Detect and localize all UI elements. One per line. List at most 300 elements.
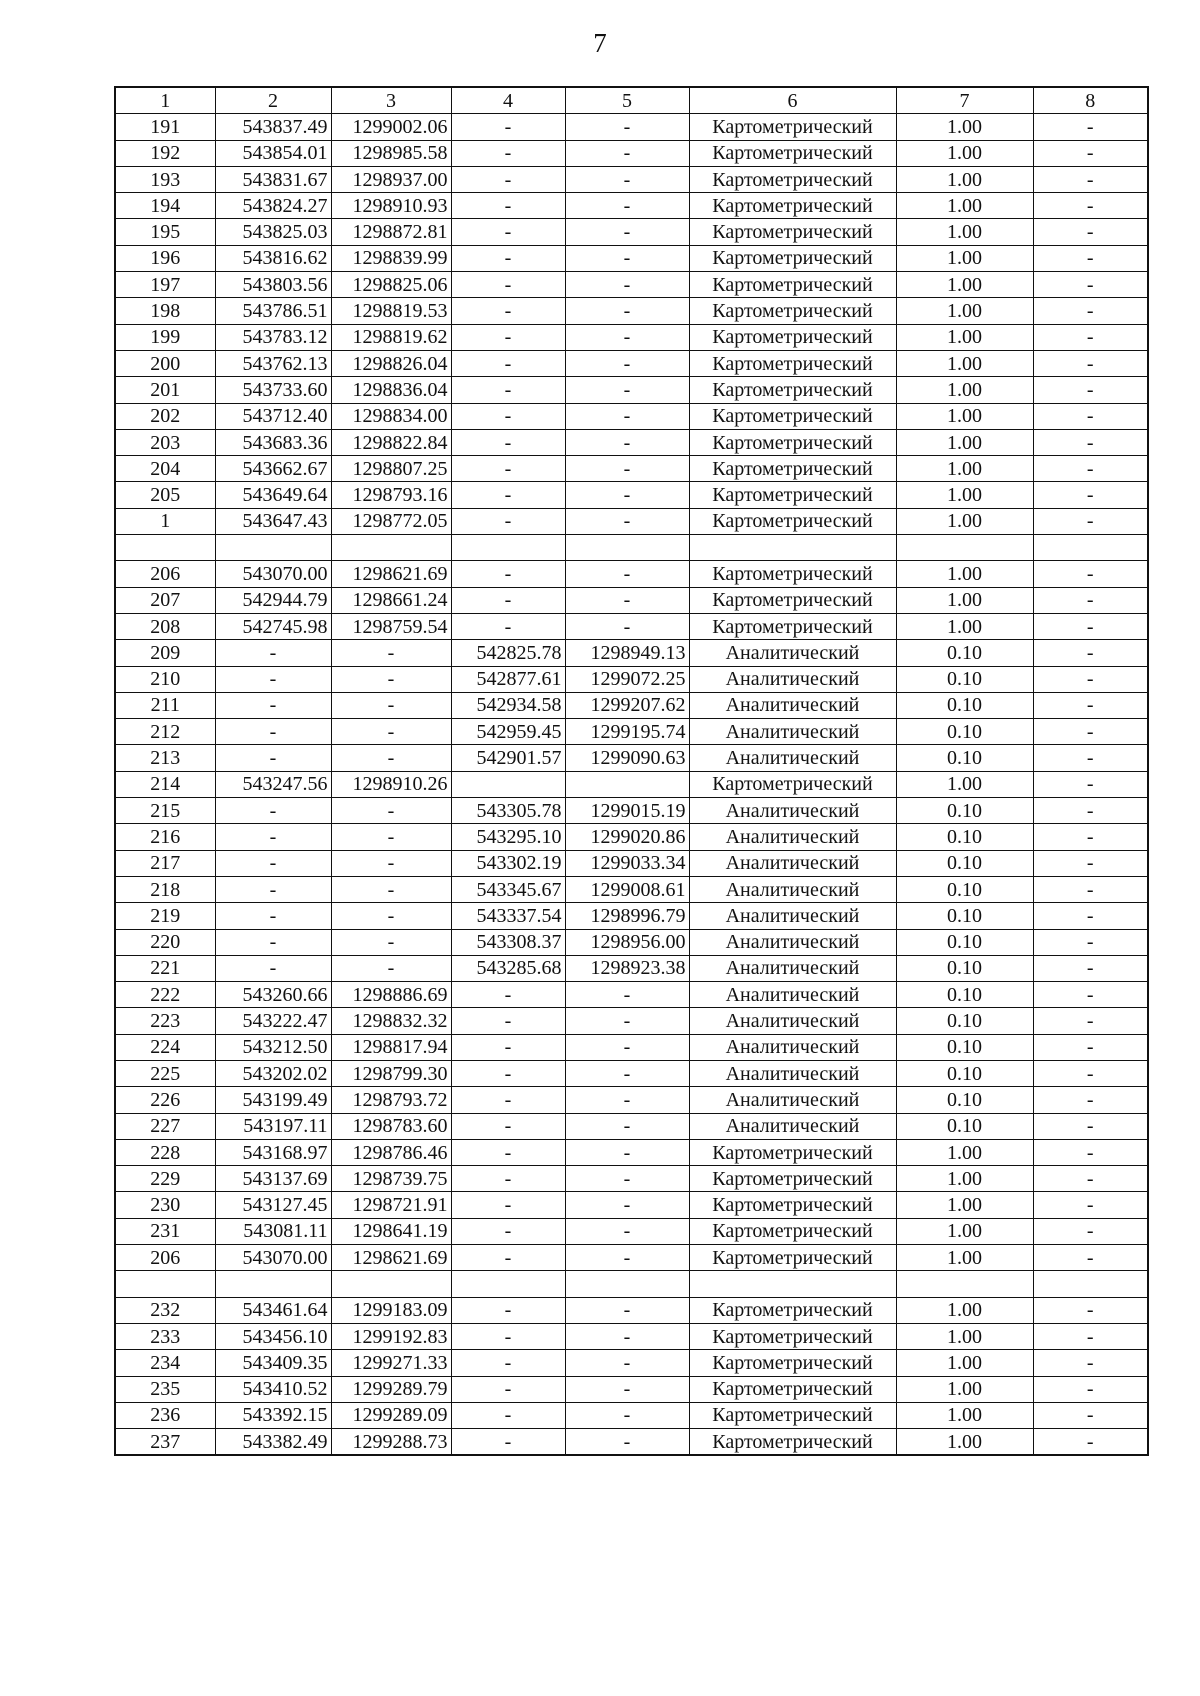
accuracy-cell: 1.00 — [896, 1402, 1033, 1428]
x-existing-cell: - — [215, 640, 331, 666]
method-cell: Аналитический — [689, 982, 896, 1008]
y-refined-cell: 1299008.61 — [565, 876, 689, 902]
description-cell: - — [1033, 1376, 1148, 1402]
y-existing-cell: 1299288.73 — [331, 1429, 451, 1456]
coordinates-table — [114, 86, 1149, 1456]
y-existing-cell: 1298937.00 — [331, 166, 451, 192]
x-refined-cell: - — [451, 324, 565, 350]
point-number-cell: 204 — [115, 456, 215, 482]
y-existing-cell: - — [331, 640, 451, 666]
description-cell: - — [1033, 876, 1148, 902]
x-existing-cell: 543222.47 — [215, 1008, 331, 1034]
method-cell: Картометрический — [689, 482, 896, 508]
y-existing-cell: 1298886.69 — [331, 982, 451, 1008]
y-refined-cell: - — [565, 298, 689, 324]
description-cell: - — [1033, 903, 1148, 929]
table-row — [115, 1323, 1148, 1349]
y-refined-cell: - — [565, 1113, 689, 1139]
point-number-cell: 205 — [115, 482, 215, 508]
point-number-cell: 194 — [115, 193, 215, 219]
point-number-cell: 195 — [115, 219, 215, 245]
table-row — [115, 456, 1148, 482]
x-refined-cell: 543308.37 — [451, 929, 565, 955]
column-header: 8 — [1033, 87, 1148, 114]
description-cell: - — [1033, 1034, 1148, 1060]
x-existing-cell: - — [215, 850, 331, 876]
x-refined-cell: - — [451, 587, 565, 613]
x-refined-cell: 543295.10 — [451, 824, 565, 850]
description-cell: - — [1033, 561, 1148, 587]
x-existing-cell: 543683.36 — [215, 429, 331, 455]
x-refined-cell: 543302.19 — [451, 850, 565, 876]
accuracy-cell: 1.00 — [896, 561, 1033, 587]
method-cell: Картометрический — [689, 166, 896, 192]
y-existing-cell: 1299192.83 — [331, 1323, 451, 1349]
y-refined-cell: - — [565, 324, 689, 350]
y-existing-cell — [331, 535, 451, 561]
x-existing-cell: - — [215, 876, 331, 902]
y-existing-cell: 1298822.84 — [331, 429, 451, 455]
y-refined-cell: - — [565, 1429, 689, 1456]
y-existing-cell: - — [331, 850, 451, 876]
method-cell: Картометрический — [689, 771, 896, 797]
x-existing-cell: 543197.11 — [215, 1113, 331, 1139]
method-cell: Картометрический — [689, 140, 896, 166]
x-refined-cell — [451, 535, 565, 561]
table-row — [115, 798, 1148, 824]
method-cell — [689, 1271, 896, 1297]
x-existing-cell: 543824.27 — [215, 193, 331, 219]
accuracy-cell: 0.10 — [896, 1060, 1033, 1086]
method-cell: Картометрический — [689, 1429, 896, 1456]
y-existing-cell: - — [331, 955, 451, 981]
y-existing-cell: 1298772.05 — [331, 508, 451, 534]
accuracy-cell: 0.10 — [896, 982, 1033, 1008]
x-existing-cell: 543803.56 — [215, 272, 331, 298]
x-existing-cell: 543260.66 — [215, 982, 331, 1008]
y-refined-cell: - — [565, 1166, 689, 1192]
y-refined-cell: - — [565, 1060, 689, 1086]
y-existing-cell: - — [331, 824, 451, 850]
method-cell: Аналитический — [689, 903, 896, 929]
y-existing-cell: 1298621.69 — [331, 1245, 451, 1271]
table-row — [115, 719, 1148, 745]
method-cell: Аналитический — [689, 666, 896, 692]
x-existing-cell: 543649.64 — [215, 482, 331, 508]
point-number-cell: 191 — [115, 114, 215, 140]
accuracy-cell — [896, 1271, 1033, 1297]
description-cell: - — [1033, 1218, 1148, 1244]
table-row — [115, 245, 1148, 271]
accuracy-cell: 1.00 — [896, 482, 1033, 508]
x-existing-cell: 543854.01 — [215, 140, 331, 166]
x-refined-cell: - — [451, 114, 565, 140]
point-number-cell: 229 — [115, 1166, 215, 1192]
point-number-cell: 193 — [115, 166, 215, 192]
table-row — [115, 929, 1148, 955]
x-refined-cell — [451, 1271, 565, 1297]
x-existing-cell: 543168.97 — [215, 1139, 331, 1165]
method-cell: Аналитический — [689, 692, 896, 718]
description-cell: - — [1033, 640, 1148, 666]
y-existing-cell: 1298910.93 — [331, 193, 451, 219]
y-refined-cell: 1299195.74 — [565, 719, 689, 745]
column-header: 7 — [896, 87, 1033, 114]
x-refined-cell: 542901.57 — [451, 745, 565, 771]
x-existing-cell: 542944.79 — [215, 587, 331, 613]
x-existing-cell: 543662.67 — [215, 456, 331, 482]
x-refined-cell: 542877.61 — [451, 666, 565, 692]
accuracy-cell: 0.10 — [896, 929, 1033, 955]
description-cell: - — [1033, 298, 1148, 324]
x-refined-cell: - — [451, 245, 565, 271]
method-cell: Аналитический — [689, 929, 896, 955]
point-number-cell: 216 — [115, 824, 215, 850]
y-existing-cell: 1298661.24 — [331, 587, 451, 613]
point-number-cell: 233 — [115, 1323, 215, 1349]
table-row — [115, 561, 1148, 587]
description-cell: - — [1033, 929, 1148, 955]
x-existing-cell: - — [215, 798, 331, 824]
table-row — [115, 1034, 1148, 1060]
accuracy-cell — [896, 535, 1033, 561]
y-refined-cell: - — [565, 1087, 689, 1113]
x-refined-cell: 543305.78 — [451, 798, 565, 824]
accuracy-cell: 1.00 — [896, 1139, 1033, 1165]
description-cell: - — [1033, 798, 1148, 824]
accuracy-cell: 1.00 — [896, 587, 1033, 613]
point-number-cell: 226 — [115, 1087, 215, 1113]
y-refined-cell — [565, 1271, 689, 1297]
y-refined-cell: 1298949.13 — [565, 640, 689, 666]
y-existing-cell: 1298783.60 — [331, 1113, 451, 1139]
table-row — [115, 377, 1148, 403]
x-refined-cell: - — [451, 1087, 565, 1113]
table-row — [115, 876, 1148, 902]
description-cell: - — [1033, 508, 1148, 534]
point-number-cell: 212 — [115, 719, 215, 745]
y-existing-cell: 1299289.79 — [331, 1376, 451, 1402]
y-existing-cell: 1298872.81 — [331, 219, 451, 245]
description-cell: - — [1033, 955, 1148, 981]
point-number-cell — [115, 535, 215, 561]
x-existing-cell: 543199.49 — [215, 1087, 331, 1113]
table-row — [115, 140, 1148, 166]
y-existing-cell: 1299183.09 — [331, 1297, 451, 1323]
accuracy-cell: 0.10 — [896, 1087, 1033, 1113]
y-refined-cell: - — [565, 377, 689, 403]
y-existing-cell: 1298739.75 — [331, 1166, 451, 1192]
x-refined-cell: - — [451, 298, 565, 324]
point-number-cell: 236 — [115, 1402, 215, 1428]
x-existing-cell — [215, 1271, 331, 1297]
x-existing-cell: 543137.69 — [215, 1166, 331, 1192]
y-existing-cell: - — [331, 798, 451, 824]
table-row — [115, 1192, 1148, 1218]
description-cell: - — [1033, 482, 1148, 508]
x-refined-cell: - — [451, 166, 565, 192]
table-row — [115, 272, 1148, 298]
x-existing-cell: - — [215, 719, 331, 745]
point-number-cell: 198 — [115, 298, 215, 324]
y-existing-cell: 1298836.04 — [331, 377, 451, 403]
x-refined-cell: - — [451, 1060, 565, 1086]
x-existing-cell: 543733.60 — [215, 377, 331, 403]
method-cell: Картометрический — [689, 429, 896, 455]
point-number-cell: 223 — [115, 1008, 215, 1034]
accuracy-cell: 1.00 — [896, 508, 1033, 534]
method-cell: Картометрический — [689, 587, 896, 613]
point-number-cell: 230 — [115, 1192, 215, 1218]
accuracy-cell: 1.00 — [896, 429, 1033, 455]
method-cell: Картометрический — [689, 324, 896, 350]
point-number-cell: 220 — [115, 929, 215, 955]
description-cell: - — [1033, 982, 1148, 1008]
accuracy-cell: 0.10 — [896, 850, 1033, 876]
point-number-cell: 227 — [115, 1113, 215, 1139]
method-cell: Картометрический — [689, 456, 896, 482]
table-body — [115, 87, 1148, 1455]
y-refined-cell: - — [565, 272, 689, 298]
description-cell: - — [1033, 666, 1148, 692]
accuracy-cell: 0.10 — [896, 1008, 1033, 1034]
accuracy-cell: 1.00 — [896, 613, 1033, 639]
point-number-cell: 214 — [115, 771, 215, 797]
y-refined-cell: - — [565, 114, 689, 140]
table-row — [115, 1218, 1148, 1244]
description-cell: - — [1033, 272, 1148, 298]
y-existing-cell: - — [331, 719, 451, 745]
description-cell: - — [1033, 1113, 1148, 1139]
description-cell: - — [1033, 1008, 1148, 1034]
y-existing-cell: 1298621.69 — [331, 561, 451, 587]
accuracy-cell: 0.10 — [896, 876, 1033, 902]
column-header: 2 — [215, 87, 331, 114]
x-refined-cell: - — [451, 1376, 565, 1402]
description-cell: - — [1033, 1429, 1148, 1456]
y-refined-cell: - — [565, 1139, 689, 1165]
accuracy-cell: 0.10 — [896, 745, 1033, 771]
y-refined-cell: - — [565, 1297, 689, 1323]
table-row — [115, 692, 1148, 718]
y-refined-cell: - — [565, 1376, 689, 1402]
x-refined-cell: - — [451, 377, 565, 403]
x-existing-cell: 543456.10 — [215, 1323, 331, 1349]
accuracy-cell: 0.10 — [896, 719, 1033, 745]
y-refined-cell: - — [565, 613, 689, 639]
method-cell: Аналитический — [689, 1060, 896, 1086]
y-existing-cell: 1298799.30 — [331, 1060, 451, 1086]
point-number-cell: 200 — [115, 350, 215, 376]
table-row — [115, 1376, 1148, 1402]
x-existing-cell: 543392.15 — [215, 1402, 331, 1428]
description-cell: - — [1033, 193, 1148, 219]
method-cell: Картометрический — [689, 613, 896, 639]
y-refined-cell: - — [565, 429, 689, 455]
point-number-cell: 192 — [115, 140, 215, 166]
method-cell: Картометрический — [689, 1402, 896, 1428]
point-number-cell: 221 — [115, 955, 215, 981]
accuracy-cell: 1.00 — [896, 403, 1033, 429]
table-row — [115, 324, 1148, 350]
x-existing-cell: 543647.43 — [215, 508, 331, 534]
accuracy-cell: 1.00 — [896, 140, 1033, 166]
accuracy-cell: 1.00 — [896, 166, 1033, 192]
y-existing-cell: 1298641.19 — [331, 1218, 451, 1244]
method-cell: Картометрический — [689, 1323, 896, 1349]
x-refined-cell — [451, 771, 565, 797]
method-cell: Картометрический — [689, 114, 896, 140]
point-number-cell: 217 — [115, 850, 215, 876]
y-refined-cell: - — [565, 1218, 689, 1244]
x-existing-cell: 543202.02 — [215, 1060, 331, 1086]
x-refined-cell: - — [451, 1429, 565, 1456]
x-refined-cell: - — [451, 1113, 565, 1139]
y-existing-cell: - — [331, 929, 451, 955]
accuracy-cell: 1.00 — [896, 219, 1033, 245]
x-refined-cell: - — [451, 429, 565, 455]
method-cell: Картометрический — [689, 403, 896, 429]
x-refined-cell: 543337.54 — [451, 903, 565, 929]
x-refined-cell: - — [451, 193, 565, 219]
table-row — [115, 508, 1148, 534]
point-number-cell: 222 — [115, 982, 215, 1008]
point-number-cell: 225 — [115, 1060, 215, 1086]
table-row — [115, 1297, 1148, 1323]
x-existing-cell: 543081.11 — [215, 1218, 331, 1244]
description-cell: - — [1033, 140, 1148, 166]
table-row — [115, 955, 1148, 981]
x-existing-cell: 543837.49 — [215, 114, 331, 140]
method-cell: Аналитический — [689, 1113, 896, 1139]
accuracy-cell: 1.00 — [896, 377, 1033, 403]
accuracy-cell: 1.00 — [896, 324, 1033, 350]
x-refined-cell: 542825.78 — [451, 640, 565, 666]
y-refined-cell: 1299072.25 — [565, 666, 689, 692]
x-refined-cell: - — [451, 982, 565, 1008]
y-refined-cell: - — [565, 482, 689, 508]
table-row — [115, 666, 1148, 692]
y-existing-cell: 1298825.06 — [331, 272, 451, 298]
method-cell: Картометрический — [689, 377, 896, 403]
description-cell: - — [1033, 613, 1148, 639]
accuracy-cell: 1.00 — [896, 1192, 1033, 1218]
x-refined-cell: - — [451, 272, 565, 298]
table-row — [115, 771, 1148, 797]
table-row — [115, 745, 1148, 771]
y-refined-cell: - — [565, 219, 689, 245]
x-refined-cell: - — [451, 456, 565, 482]
description-cell: - — [1033, 1060, 1148, 1086]
accuracy-cell: 1.00 — [896, 456, 1033, 482]
accuracy-cell: 0.10 — [896, 903, 1033, 929]
column-header: 3 — [331, 87, 451, 114]
x-existing-cell: 543070.00 — [215, 1245, 331, 1271]
accuracy-cell: 0.10 — [896, 666, 1033, 692]
y-existing-cell: 1298826.04 — [331, 350, 451, 376]
table-row — [115, 298, 1148, 324]
point-number-cell: 237 — [115, 1429, 215, 1456]
description-cell: - — [1033, 350, 1148, 376]
method-cell: Картометрический — [689, 272, 896, 298]
table-row — [115, 350, 1148, 376]
y-existing-cell: 1298786.46 — [331, 1139, 451, 1165]
description-cell: - — [1033, 403, 1148, 429]
x-refined-cell: - — [451, 1034, 565, 1060]
y-existing-cell: 1298807.25 — [331, 456, 451, 482]
y-existing-cell: 1298819.53 — [331, 298, 451, 324]
x-refined-cell: 542934.58 — [451, 692, 565, 718]
description-cell: - — [1033, 377, 1148, 403]
table-row — [115, 535, 1148, 561]
x-existing-cell: - — [215, 666, 331, 692]
y-refined-cell: 1299207.62 — [565, 692, 689, 718]
accuracy-cell: 1.00 — [896, 1323, 1033, 1349]
method-cell: Картометрический — [689, 245, 896, 271]
y-refined-cell: 1299090.63 — [565, 745, 689, 771]
y-refined-cell: - — [565, 1402, 689, 1428]
x-existing-cell: 543382.49 — [215, 1429, 331, 1456]
x-existing-cell: - — [215, 929, 331, 955]
x-refined-cell: - — [451, 140, 565, 166]
x-refined-cell: - — [451, 219, 565, 245]
column-header: 6 — [689, 87, 896, 114]
description-cell: - — [1033, 219, 1148, 245]
x-existing-cell: - — [215, 824, 331, 850]
description-cell: - — [1033, 824, 1148, 850]
y-refined-cell: - — [565, 193, 689, 219]
column-header: 5 — [565, 87, 689, 114]
column-header: 4 — [451, 87, 565, 114]
description-cell: - — [1033, 771, 1148, 797]
description-cell: - — [1033, 1402, 1148, 1428]
accuracy-cell: 1.00 — [896, 1350, 1033, 1376]
x-refined-cell: - — [451, 1245, 565, 1271]
y-existing-cell: 1298839.99 — [331, 245, 451, 271]
x-refined-cell: - — [451, 1350, 565, 1376]
description-cell: - — [1033, 114, 1148, 140]
y-existing-cell: 1299271.33 — [331, 1350, 451, 1376]
y-refined-cell: - — [565, 456, 689, 482]
x-existing-cell: 543461.64 — [215, 1297, 331, 1323]
point-number-cell: 232 — [115, 1297, 215, 1323]
method-cell: Картометрический — [689, 561, 896, 587]
y-refined-cell: - — [565, 1350, 689, 1376]
x-existing-cell: 543825.03 — [215, 219, 331, 245]
y-existing-cell: 1299289.09 — [331, 1402, 451, 1428]
table-row — [115, 1271, 1148, 1297]
point-number-cell: 218 — [115, 876, 215, 902]
description-cell: - — [1033, 719, 1148, 745]
x-refined-cell: - — [451, 350, 565, 376]
y-refined-cell: 1299015.19 — [565, 798, 689, 824]
y-refined-cell: - — [565, 166, 689, 192]
description-cell — [1033, 1271, 1148, 1297]
description-cell: - — [1033, 1192, 1148, 1218]
method-cell: Картометрический — [689, 350, 896, 376]
point-number-cell: 203 — [115, 429, 215, 455]
x-existing-cell: - — [215, 903, 331, 929]
x-refined-cell: - — [451, 1323, 565, 1349]
x-refined-cell: - — [451, 1139, 565, 1165]
y-existing-cell: - — [331, 692, 451, 718]
point-number-cell: 215 — [115, 798, 215, 824]
y-refined-cell: 1299033.34 — [565, 850, 689, 876]
method-cell: Картометрический — [689, 1245, 896, 1271]
y-refined-cell: 1298996.79 — [565, 903, 689, 929]
y-refined-cell: - — [565, 350, 689, 376]
y-refined-cell: - — [565, 561, 689, 587]
